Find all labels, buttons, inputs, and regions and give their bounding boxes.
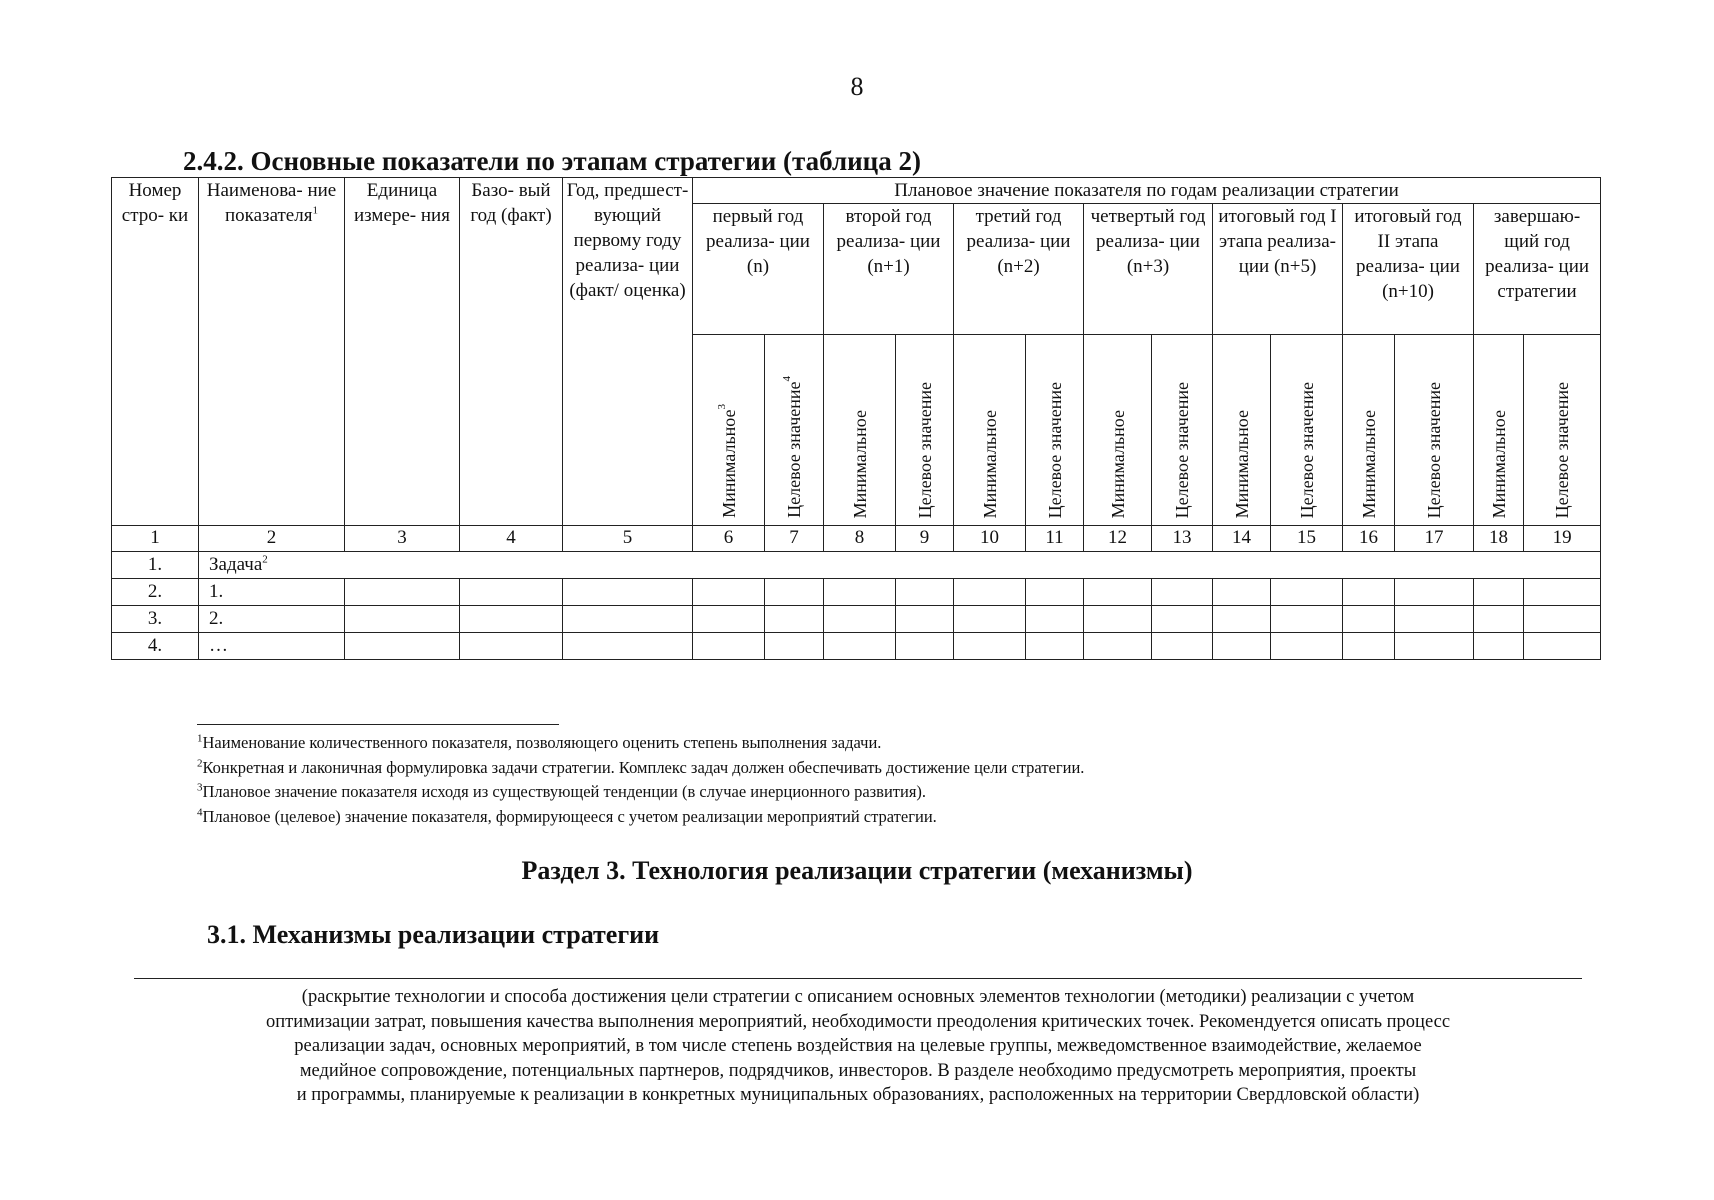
empty-cell (1474, 579, 1524, 606)
empty-cell (1395, 633, 1474, 660)
empty-cell (765, 606, 824, 633)
header-minimal: Минимальное (1084, 335, 1152, 526)
header-year-group: итоговый год I этапа реализа- ции (n+5) (1213, 204, 1343, 335)
row-number: 1. (112, 552, 199, 579)
header-year-group: первый год реализа- ции (n) (693, 204, 824, 335)
header-target: Целевое значение (1026, 335, 1084, 526)
header-target: Целевое значение (1152, 335, 1213, 526)
column-number: 4 (460, 526, 563, 552)
empty-cell (1152, 633, 1213, 660)
column-number: 13 (1152, 526, 1213, 552)
header-minimal: Минимальное (1213, 335, 1271, 526)
header-minimal: Минимальное (1343, 335, 1395, 526)
header-minimal: Минимальное$^3$ (693, 335, 765, 526)
header-minimal: Минимальное (1474, 335, 1524, 526)
instruction-line: реализации задач, основных мероприятий, в том числе степень воздействия на целевые группы, межведомственное взаимодействие, желаемое (294, 1036, 1422, 1056)
empty-cell (693, 606, 765, 633)
empty-cell (1152, 579, 1213, 606)
header-target: Целевое значение (1271, 335, 1343, 526)
table-title: 2.4.2. Основные показатели по этапам стратегии (таблица 2) (183, 146, 921, 176)
header-row-number: Номер стро- ки (112, 178, 199, 526)
header-target: Целевое значение (896, 335, 954, 526)
empty-cell (345, 606, 460, 633)
empty-cell (1474, 606, 1524, 633)
empty-cell (1026, 633, 1084, 660)
header-year-group: итоговый год II этапа реализа- ции (n+10) (1343, 204, 1474, 335)
empty-cell (1084, 633, 1152, 660)
instruction-line: оптимизации затрат, повышения качества выполнения мероприятий, необходимости преодоления критических точек. Рекомендуется описать процесс (265, 1011, 1451, 1032)
header-year-group: второй год реализа- ции (n+1) (824, 204, 954, 335)
header-target: Целевое значение (1395, 335, 1474, 526)
empty-cell (896, 633, 954, 660)
row-number: 3. (112, 606, 199, 633)
empty-cell (954, 579, 1026, 606)
empty-cell (1213, 579, 1271, 606)
header-year-group: завершаю- щий год реализа- ции стратегии (1474, 204, 1601, 335)
table-row (112, 579, 1601, 606)
table-row (112, 633, 1601, 660)
column-number: 1 (112, 526, 199, 552)
instruction-line: и программы, планируемые к реализации в конкретных муниципальных образованиях, расположенных на территории Свердловской области) (296, 1085, 1420, 1105)
empty-cell (1084, 606, 1152, 633)
header-unit: Единица измере- ния (345, 178, 460, 526)
empty-cell (1152, 606, 1213, 633)
empty-cell (1084, 579, 1152, 606)
header-target: Целевое значение (1524, 335, 1601, 526)
column-number: 3 (345, 526, 460, 552)
header-year-group: четвертый год реализа- ции (n+3) (1084, 204, 1213, 335)
header-year-group: третий год реализа- ции (n+2) (954, 204, 1084, 335)
header-previous-year: Год, предшест- вующий первому году реализа- ции (факт/ оценка) (563, 178, 693, 526)
indicator-name-cell: … (199, 633, 345, 660)
empty-cell (1524, 579, 1601, 606)
row-number: 4. (112, 633, 199, 660)
empty-cell (1343, 633, 1395, 660)
instruction-line: (раскрытие технологии и способа достижения цели стратегии с описанием основных элементов технологии (методики) реализации с учетом (301, 987, 1415, 1007)
header-minimal: Минимальное (824, 335, 896, 526)
column-number: 10 (954, 526, 1026, 552)
empty-cell (824, 606, 896, 633)
empty-cell (1343, 606, 1395, 633)
page-number: 8 (850, 72, 864, 101)
column-number: 16 (1343, 526, 1395, 552)
instruction-line: медийное сопровождение, потенциальных партнеров, подрядчиков, инвесторов. В разделе необходимо предусмотреть мероприятия, проекты (299, 1060, 1417, 1081)
empty-cell (765, 633, 824, 660)
empty-cell (1213, 633, 1271, 660)
empty-cell (460, 579, 563, 606)
header-target: Целевое значение$^4$ (765, 335, 824, 526)
empty-cell (1213, 606, 1271, 633)
indicator-name-cell: 2. (199, 606, 345, 633)
table-row (112, 606, 1601, 633)
column-number: 7 (765, 526, 824, 552)
header-minimal: Минимальное (954, 335, 1026, 526)
empty-cell (345, 579, 460, 606)
footnote: $^3$Плановое значение показателя исходя из существующей тенденции (в случае инерционного развития). (197, 781, 927, 801)
empty-cell (563, 606, 693, 633)
indicator-name-cell: 1. (199, 579, 345, 606)
empty-cell (1524, 633, 1601, 660)
column-number: 6 (693, 526, 765, 552)
empty-cell (1395, 606, 1474, 633)
empty-cell (954, 606, 1026, 633)
empty-cell (1524, 606, 1601, 633)
empty-cell (1271, 606, 1343, 633)
empty-cell (693, 633, 765, 660)
column-number: 2 (199, 526, 345, 552)
subsection-title: 3.1. Механизмы реализации стратегии (207, 920, 660, 949)
row-number: 2. (112, 579, 199, 606)
footnote: $^4$Плановое (целевое) значение показателя, формирующееся с учетом реализации мероприятий стратегии. (197, 806, 937, 826)
empty-cell (1026, 579, 1084, 606)
empty-cell (765, 579, 824, 606)
footnotes (197, 731, 1084, 829)
empty-cell (1474, 633, 1524, 660)
empty-cell (345, 633, 460, 660)
empty-cell (896, 606, 954, 633)
column-number: 18 (1474, 526, 1524, 552)
empty-cell (1026, 606, 1084, 633)
empty-cell (460, 633, 563, 660)
footnote: $^1$Наименование количественного показателя, позволяющего оценить степень выполнения задачи. (197, 732, 882, 752)
empty-cell (563, 579, 693, 606)
empty-cell (896, 579, 954, 606)
empty-cell (824, 633, 896, 660)
header-planned-values: Плановое значение показателя по годам реализации стратегии (693, 178, 1601, 204)
footnote: $^2$Конкретная и лаконичная формулировка задачи стратегии. Комплекс задач должен обеспечивать достижение цели стратегии. (197, 757, 1085, 777)
indicators-table (111, 177, 1601, 660)
header-indicator-name: Наименова- ние показателя$^1$ (199, 178, 345, 526)
header-base-year: Базо- вый год (факт) (460, 178, 563, 526)
empty-cell (824, 579, 896, 606)
empty-cell (1395, 579, 1474, 606)
column-number: 11 (1026, 526, 1084, 552)
empty-cell (1271, 633, 1343, 660)
task-cell: Задача$^2$ (199, 552, 1601, 579)
column-number: 15 (1271, 526, 1343, 552)
section-title: Раздел 3. Технология реализации стратегии (механизмы) (521, 856, 1193, 885)
column-number: 12 (1084, 526, 1152, 552)
column-number: 14 (1213, 526, 1271, 552)
table-row (112, 552, 1601, 579)
column-number: 19 (1524, 526, 1601, 552)
footnote-separator (197, 724, 559, 725)
instruction-text (134, 985, 1582, 1108)
column-number: 17 (1395, 526, 1474, 552)
empty-cell (1343, 579, 1395, 606)
fill-in-line (134, 978, 1582, 979)
empty-cell (460, 606, 563, 633)
empty-cell (563, 633, 693, 660)
column-number: 5 (563, 526, 693, 552)
empty-cell (1271, 579, 1343, 606)
empty-cell (693, 579, 765, 606)
empty-cell (954, 633, 1026, 660)
column-number: 9 (896, 526, 954, 552)
column-number: 8 (824, 526, 896, 552)
